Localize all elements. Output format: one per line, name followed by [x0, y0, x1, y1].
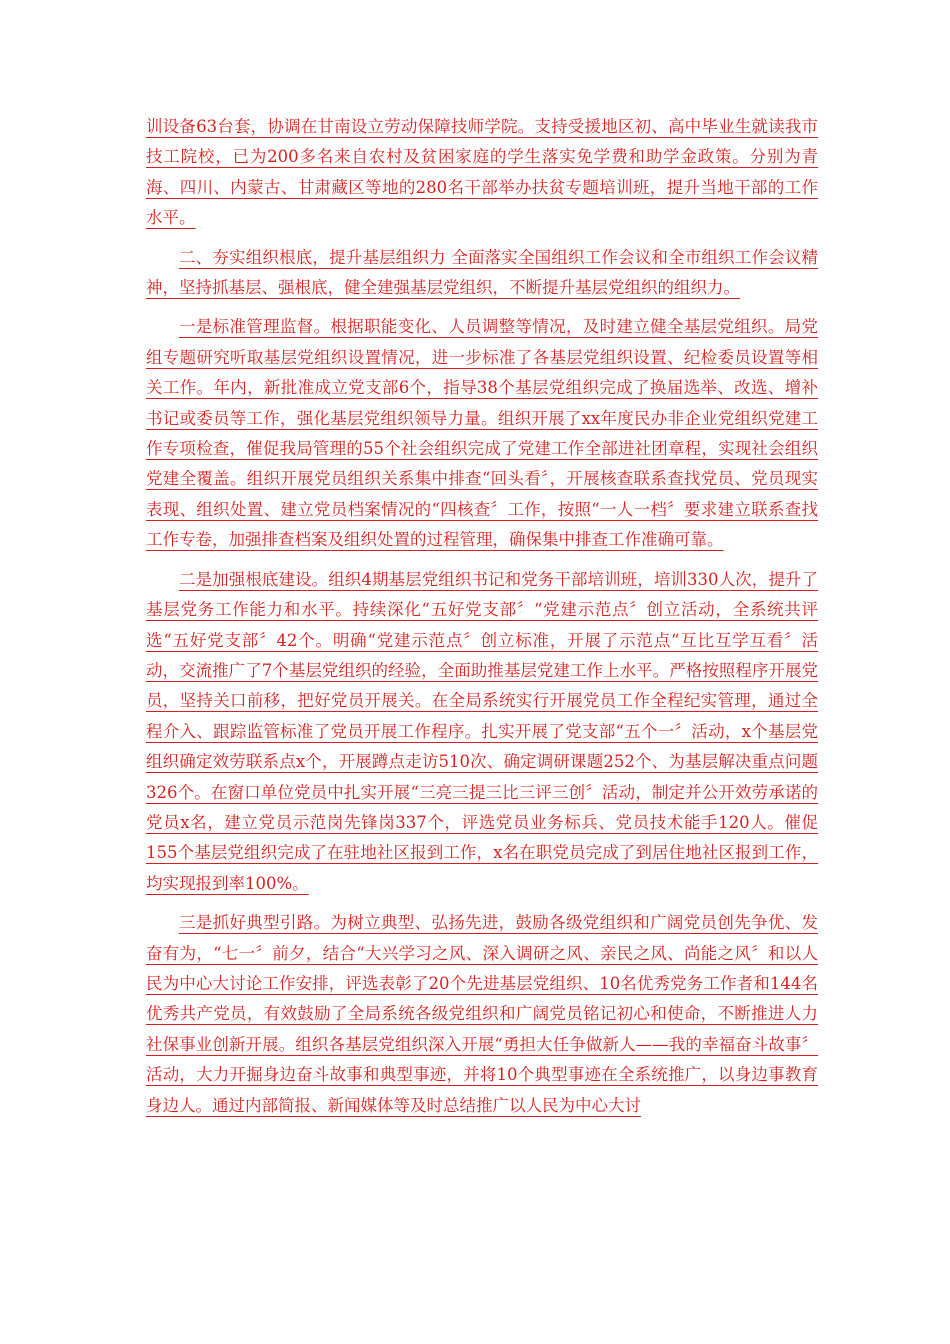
paragraph-2: 二、夯实组织根底，提升基层组织力 全面落实全国组织工作会议和全市组织工作会议精神，坚持抓基层、强根底，健全建强基层党组织，不断提升基层党组织的组织力。: [146, 247, 818, 298]
paragraph-1: 训设备63台套，协调在甘南设立劳动保障技师学院。支持受援地区初、高中毕业生就读我市技工院校，已为200多名来自农村及贫困家庭的学生落实免学费和助学金政策。分别为青海、四川、内蒙古、甘肃藏区等地的280名干部举办扶贫专题培训班，提升当地干部的工作水平。: [146, 117, 818, 228]
paragraph-5: 三是抓好典型引路。为树立典型、弘扬先进，鼓励各级党组织和广阔党员创先争优、发奋有为，“七一〞前夕，结合“大兴学习之风、深入调研之风、亲民之风、尚能之风〞和以人民为中心大讨论工作安排，评选表彰了20个先进基层党组织、10名优秀党务工作者和144名优秀共产党员，有效鼓励了全局系统各级党组织和广阔党员铭记初心和使命，不断推进人力社保事业创新开展。组织各基层党组织深入开展“勇担大任争做新人——我的幸福奋斗故事〞活动，大力开掘身边奋斗故事和典型事迹，并将10个典型事迹在全系统推广，以身边事教育身边人。通过内部简报、新闻媒体等及时总结推广以人民为中心大讨: [146, 913, 818, 1115]
paragraph-3: 一是标准管理监督。根据职能变化、人员调整等情况，及时建立健全基层党组织。局党组专题研究听取基层党组织设置情况，进一步标准了各基层党组织设置、纪检委员设置等相关工作。年内，新批准成立党支部6个，指导38个基层党组织完成了换届选举、改选、增补书记或委员等工作，强化基层党组织领导力量。组织开展了xx年度民办非企业党组织党建工作专项检查，催促我局管理的55个社会组织完成了党建工作全部进社团章程，实现社会组织党建全覆盖。组织开展党员组织关系集中排查“回头看〞，开展核查联系查找党员、党员现实表现、组织处置、建立党员档案情况的“四核查〞工作，按照“一人一档〞要求建立联系查找工作专卷，加强排查档案及组织处置的过程管理，确保集中排查工作准确可靠。: [146, 317, 818, 550]
paragraph-4: 二是加强根底建设。组织4期基层党组织书记和党务干部培训班，培训330人次，提升了基层党务工作能力和水平。持续深化“五好党支部〞“党建示范点〞创立活动，全系统共评选“五好党支部〞42个。明确“党建示范点〞创立标准，开展了示范点“互比互学互看〞活动，交流推广了7个基层党组织的经验，全面助推基层党建工作上水平。严格按照程序开展党员，坚持关口前移，把好党员开展关。在全局系统实行开展党员工作全程纪实管理，通过全程介入、跟踪监管标准了党员开展工作程序。扎实开展了党支部“五个一〞活动，x个基层党组织确定效劳联系点x个，开展蹲点走访510次、确定调研课题252个、为基层解决重点问题326个。在窗口单位党员中扎实开展“三亮三提三比三评三创〞活动，制定并公开效劳承诺的党员x名，建立党员示范岗先锋岗337个，评选党员业务标兵、党员技术能手120人。催促155个基层党组织完成了在驻地社区报到工作，x名在职党员完成了到居住地社区报到工作，均实现报到率100%。: [146, 569, 818, 893]
document-body: [146, 112, 818, 1130]
